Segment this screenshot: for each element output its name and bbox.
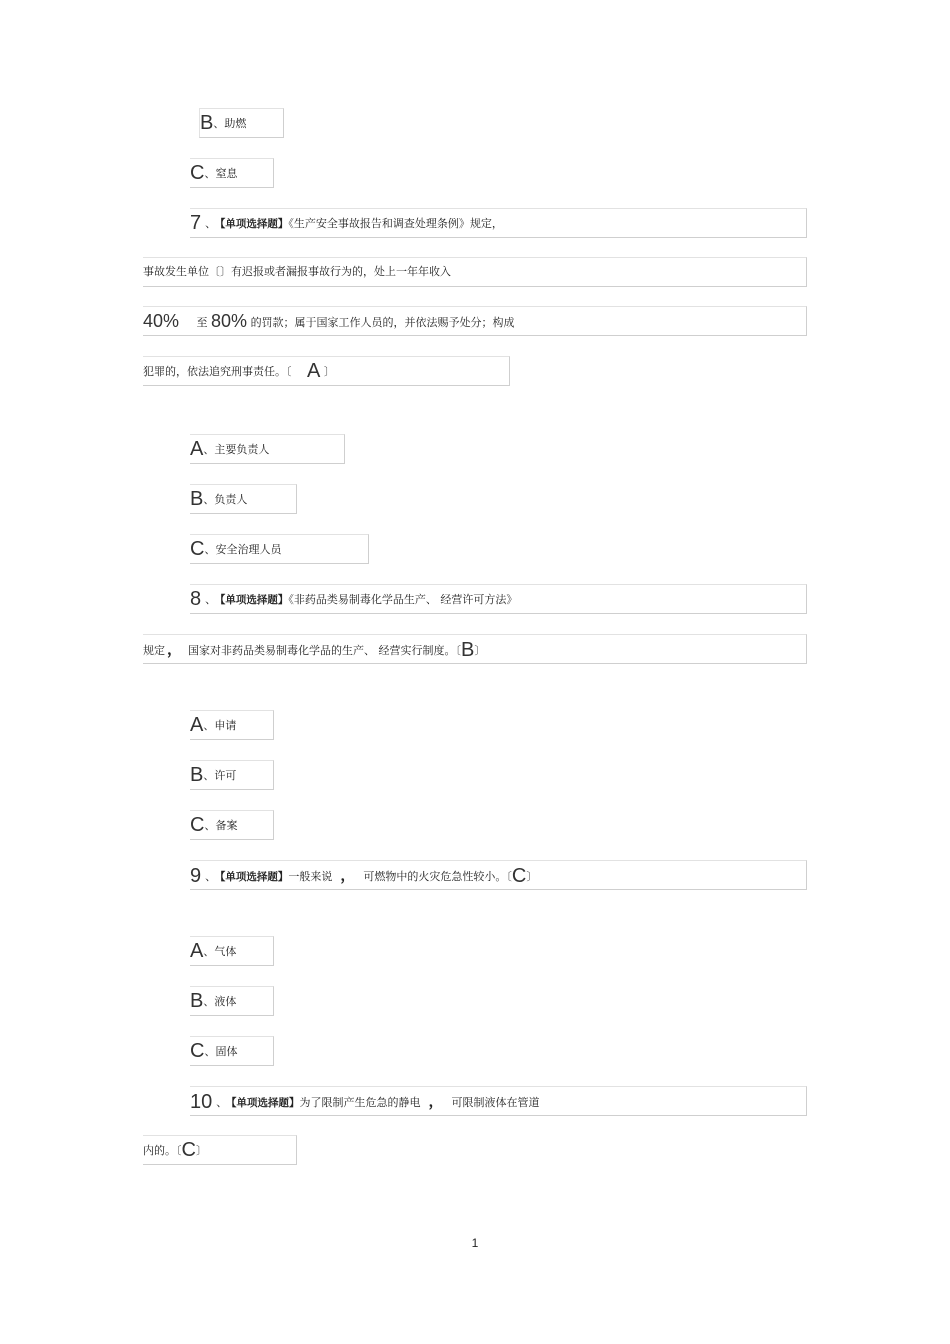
q7-option-b: B、负责人: [190, 484, 297, 514]
q8-option-c: C、备案: [190, 810, 274, 840]
q8-option-a: A、申请: [190, 710, 274, 740]
q7-stem-line2: 事故发生单位〔〕有迟报或者漏报事故行为的，处上一年年收入: [143, 257, 807, 287]
q9-option-b: B、液体: [190, 986, 274, 1016]
q7-option-c: C、安全治理人员: [190, 534, 369, 564]
q7-stem-line1: 7 、 【单项选择题】《生产安全事故报告和调查处理条例》规定，: [190, 208, 807, 238]
q10-stem-line1: 10 、 【单项选择题】为了限制产生危急的静电 ， 可限制液体在管道: [190, 1086, 807, 1116]
q7-stem-line3: 40% 至 80% 的罚款；属于国家工作人员的，并依法赐予处分；构成: [143, 306, 807, 336]
q7-stem-line4: 犯罪的，依法追究刑事责任。〔 A 〕: [143, 356, 510, 386]
q8-stem-line1: 8 、 【单项选择题】《非药品类易制毒化学品生产、 经营许可方法》: [190, 584, 807, 614]
q6-option-b: B、助燃: [199, 108, 284, 138]
q7-option-a: A、主要负责人: [190, 434, 345, 464]
q9-answer: C: [511, 865, 527, 887]
q6-option-c: C、窒息: [190, 158, 274, 188]
q9-stem-line1: 9 、 【单项选择题】一般来说 ， 可燃物中的火灾危急性较小。〔C〕: [190, 860, 807, 890]
q9-option-a: A、气体: [190, 936, 274, 966]
page-number: 1: [471, 1236, 479, 1250]
q8-answer: B: [461, 639, 475, 661]
q7-answer: A: [307, 360, 321, 382]
q8-stem-line2: 规定 ， 国家对非药品类易制毒化学品的生产、 经营实行制度。〔B〕: [143, 634, 807, 664]
q8-option-b: B、许可: [190, 760, 274, 790]
q9-option-c: C、固体: [190, 1036, 274, 1066]
q10-answer: C: [181, 1139, 196, 1161]
q10-stem-line2: 内的。〔C〕: [143, 1135, 297, 1165]
